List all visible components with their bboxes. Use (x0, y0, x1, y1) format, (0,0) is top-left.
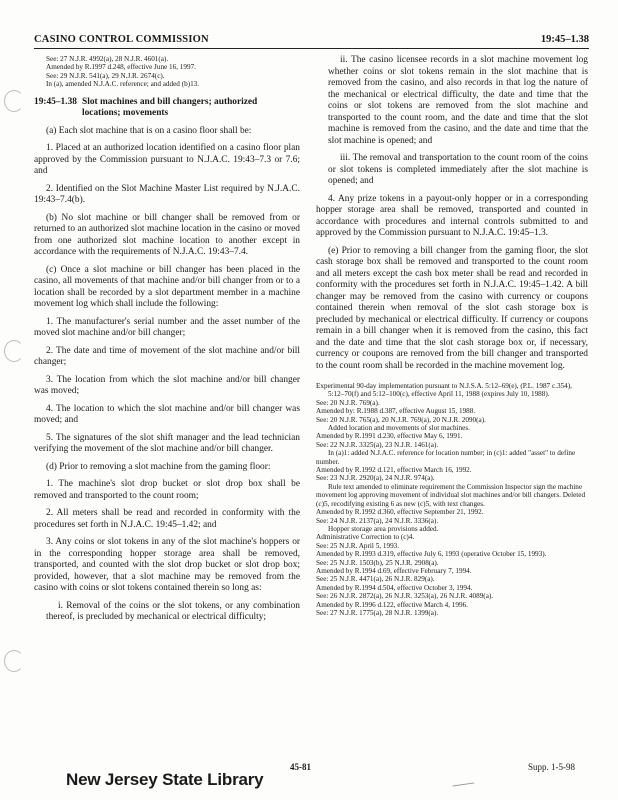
history-notes (316, 382, 588, 617)
pencil-mark (452, 777, 475, 787)
punch-hole-mark (4, 90, 24, 112)
section-title-cont: locations; movements (82, 108, 169, 119)
history-note: See: 27 N.J.R. 1775(a), 28 N.J.R. 1399(a). (316, 608, 439, 617)
paragraph: 3. Any coins or slot tokens in any of the slot machine's hoppers or in the corresponding hopper storage area shall be removed, transported, and counted with the slot drop bucket or slot drop box; provided, however, that a slot machine may be removed from the casino with coins or slot tokens contained therein so long as: (34, 537, 300, 594)
library-stamp: New Jersey State Library (66, 770, 264, 789)
history-note: Experimental 90-day implementation pursuant to N.J.S.A. 5:12–69(e), (P.L. 1987 c.354), 5:12–70(f) and 5:12–100(c), effective April 11, 1988 (expires July 10, 1988). (316, 382, 572, 399)
history-note: See: 27 N.J.R. 4992(a), 28 N.J.R. 4601(a). (46, 55, 169, 63)
history-note: Added location and movements of slot machines. (328, 424, 470, 433)
section-title: Slot machines and bill changers; authorized (82, 96, 258, 107)
history-note: See: 25 N.J.R. 4471(a), 26 N.J.R. 829(a). (316, 575, 435, 584)
paragraph: 3. The location from which the slot machine and/or bill changer was moved; (34, 374, 300, 397)
history-note: Amended by R.1992 d.360, effective September 21, 1992. (316, 508, 484, 517)
paragraph: 4. Any prize tokens in a payout-only hopper or in a corresponding hopper storage area shall be removed, transported and counted in accordance with procedures and internal controls submitted to and approved by the Commission pursuant to N.J.A.C. 19:45–1.3. (316, 193, 588, 238)
history-note: Amended by R.1993 d.319, effective July 6, 1993 (operative October 15, 1993). (316, 550, 547, 559)
history-note: Amended by R.1991 d.230, effective May 6, 1991. (316, 432, 463, 441)
paragraph: 4. The location to which the slot machine and/or bill changer was moved; and (34, 403, 300, 426)
paragraph: i. Removal of the coins or the slot tokens, or any combination thereof, is precluded by mechanical or electrical difficulty; (46, 600, 300, 623)
history-note: See: 20 N.J.R. 769(a). (316, 398, 380, 407)
section-heading (34, 97, 300, 120)
supplement-date: Supp. 1-5-98 (528, 762, 575, 772)
paragraph: 1. The machine's slot drop bucket or slot drop box shall be removed and transported to the count room; (34, 479, 300, 501)
paragraph: (b) No slot machine or bill changer shall be removed from or returned to an authorized slot machine location in the casino or moved from one authorized slot machine location to another except in accordance with the requirements of N.J.A.C. 19:43–7.4. (34, 212, 300, 258)
history-note: See: 23 N.J.R. 2920(a), 24 N.J.R. 974(a). (316, 474, 435, 483)
left-column (34, 55, 300, 630)
history-note: Amended by: R.1988 d.387, effective August 15, 1988. (316, 407, 476, 416)
header-section: 19:45–1.38 (540, 34, 589, 45)
history-note: See: 24 N.J.R. 2137(a), 24 N.J.R. 3336(a). (316, 516, 439, 525)
right-column (316, 55, 588, 617)
history-note: Rule text amended to eliminate requirement the Commission Inspector sign the machine movement log approving movement of individual slot machines and/or bill changers. Deleted (c)5, recodifying existing 6 as new (c)5, with text changes. (316, 482, 586, 508)
history-note: Amended by R.1994 d.504, effective October 3, 1994. (316, 583, 473, 592)
history-note: Amended by R.1996 d.122, effective March 4, 1996. (316, 600, 468, 609)
punch-hole-mark (4, 650, 24, 672)
history-note: See: 29 N.J.R. 541(a), 29 N.J.R. 2674(c). (46, 71, 165, 80)
paragraph: 2. All meters shall be read and recorded in conformity with the procedures set forth in N.J.A.C. 19:45–1.42; and (34, 508, 300, 530)
history-note: Amended by R.1997 d.248, effective June 16, 1997. (46, 63, 196, 72)
punch-hole-mark (4, 340, 24, 362)
paragraph: (a) Each slot machine that is on a casino floor shall be: (46, 125, 252, 136)
header-title: CASINO CONTROL COMMISSION (34, 34, 209, 45)
paragraph: 5. The signatures of the slot shift manager and the lead technician verifying the movement of the slot machine and/or bill changer. (34, 432, 300, 455)
history-note: See: 22 N.J.R. 3325(a), 23 N.J.R. 1461(a). (316, 440, 439, 449)
history-note: See: 26 N.J.R. 2872(a), 26 N.J.R. 3253(a), 26 N.J.R. 4089(a). (316, 592, 494, 601)
section-number: 19:45–1.38 (34, 96, 77, 107)
paragraph: (e) Prior to removing a bill changer from the gaming floor, the slot cash storage box shall be removed and transported to the count room and all meters except the cash box meter shall be read and recorded in conformity with the procedures set forth in N.J.A.C. 19:45–1.42. A bill changer may be removed from the casino with currency or coupons contained therein when removal of the slot cash storage box is precluded by mechanical or electrical difficulty. If currency or coupons remain in a bill changer when it is removed from the casino, this fact and the date and time that the slot cash storage box or, if necessary, currency or coupons are removed from the bill changer and transported to the count room shall be recorded in the machine movement log. (316, 245, 588, 371)
page-number: 45-81 (290, 762, 311, 772)
paragraph: 1. Placed at an authorized location identified on a casino floor plan approved by the Commission pursuant to N.J.A.C. 19:43–7.3 or 7.6; and (34, 143, 300, 177)
history-note: Amended by R.1992 d.121, effective March 16, 1992. (316, 466, 472, 475)
history-note: Hopper storage area provisions added. (328, 524, 439, 533)
history-note: Amended by R.1994 d.69, effective February 7, 1994. (316, 566, 472, 575)
paragraph: 2. The date and time of movement of the slot machine and/or bill changer; (34, 345, 300, 368)
paragraph: iii. The removal and transportation to the count room of the coins or slot tokens is completed immediately after the slot machine is opened; and (328, 153, 588, 186)
paragraph: 2. Identified on the Slot Machine Master List required by N.J.A.C. 19:43–7.4(b). (34, 183, 300, 206)
running-header (34, 34, 589, 49)
paragraph: (c) Once a slot machine or bill changer has been placed in the casino, all movements of that machine and/or bill changer from or to a location shall be recorded by a slot department member in a machine movement log which shall include the following: (34, 264, 300, 310)
history-note: In (a)1: added N.J.A.C. reference for location number; in (c)1: added "asset" to define number. (316, 449, 576, 466)
paragraph: (d) Prior to removing a slot machine from the gaming floor: (46, 461, 271, 472)
paragraph: 1. The manufacturer's serial number and the asset number of the moved slot machine and/or bill changer; (34, 316, 300, 339)
history-note: See: 25 N.J.R. 1503(b), 25 N.J.R. 2908(a). (316, 558, 439, 567)
history-note: Administrative Correction to (c)4. (316, 533, 415, 542)
history-note: See: 25 N.J.R. April 5, 1993. (316, 541, 400, 550)
history-note: See: 20 N.J.R. 765(a), 20 N.J.R. 769(a), 20 N.J.R. 2090(a). (316, 415, 486, 424)
paragraph: ii. The casino licensee records in a slot machine movement log whether coins or slot tokens remain in the slot machine that is removed from the casino, and also records in that log the nature of the mechanical or electrical difficulty, the date and time that the coins or slot tokens are removed from the slot machine and transported to the count room, and the date and time that the slot machine is removed from the casino, and the date and time that the slot machine is opened; and (328, 55, 588, 146)
history-note: In (a), amended N.J.A.C. reference; and added (b)13. (46, 80, 200, 89)
